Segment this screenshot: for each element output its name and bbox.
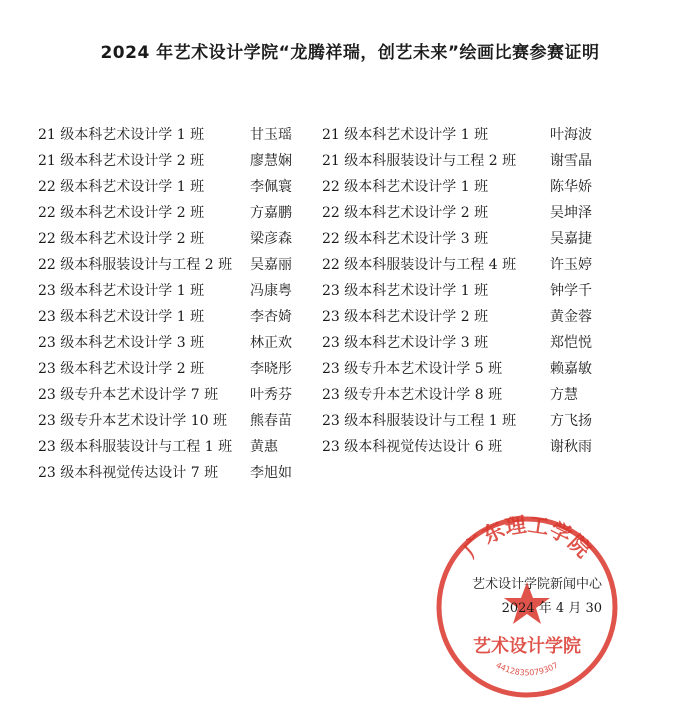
- list-item: [0, 200, 700, 226]
- class-name: 23 级本科艺术设计学 3 班: [38, 335, 205, 351]
- list-item: [0, 148, 700, 174]
- list-item: [0, 278, 700, 304]
- class-name: 23 级本科艺术设计学 2 班: [38, 361, 205, 377]
- list-item: [0, 434, 700, 460]
- class-name: 21 级本科艺术设计学 1 班: [322, 127, 489, 143]
- student-name: 李旭如: [250, 465, 292, 481]
- student-name: 黄惠: [250, 439, 278, 455]
- class-name: 23 级专升本艺术设计学 8 班: [322, 387, 503, 403]
- student-name: 黄金蓉: [550, 309, 592, 325]
- list-item: [0, 174, 700, 200]
- student-name: 李佩寰: [250, 179, 292, 195]
- class-name: 23 级本科艺术设计学 2 班: [322, 309, 489, 325]
- issuer: 艺术设计学院新闻中心: [471, 577, 602, 592]
- student-name: 冯康粤: [250, 283, 292, 299]
- list-item: [0, 408, 700, 434]
- class-name: 23 级专升本艺术设计学 5 班: [322, 361, 503, 377]
- class-name: 23 级本科服装设计与工程 1 班: [38, 439, 233, 455]
- svg-text:4412835079307: [494, 661, 559, 678]
- class-name: 22 级本科服装设计与工程 2 班: [38, 257, 233, 273]
- class-name: 23 级本科艺术设计学 1 班: [38, 283, 205, 299]
- class-name: 23 级本科艺术设计学 1 班: [322, 283, 489, 299]
- class-name: 23 级专升本艺术设计学 7 班: [38, 387, 219, 403]
- student-name: 方慧: [550, 387, 578, 403]
- student-name: 吴嘉丽: [250, 257, 292, 273]
- student-name: 廖慧娴: [250, 153, 292, 169]
- student-name: 吴嘉捷: [550, 231, 592, 247]
- student-name: 李晓彤: [250, 361, 292, 377]
- student-name: 许玉婷: [550, 257, 592, 273]
- class-name: 23 级本科艺术设计学 1 班: [38, 309, 205, 325]
- list-item: [0, 382, 700, 408]
- list-item: [0, 226, 700, 252]
- signature-block: [472, 573, 602, 621]
- seal-serial: 4412835079307: [494, 660, 560, 678]
- list-item: [0, 460, 700, 486]
- student-name: 吴坤泽: [550, 205, 592, 221]
- student-name: 林正欢: [250, 335, 292, 351]
- student-name: 梁彦森: [250, 231, 292, 247]
- class-name: 23 级专升本艺术设计学 10 班: [38, 413, 227, 429]
- class-name: 22 级本科艺术设计学 1 班: [38, 179, 205, 195]
- student-name: 方嘉鹏: [250, 205, 292, 221]
- class-name: 23 级本科视觉传达设计 6 班: [322, 439, 503, 455]
- list-item: [0, 122, 700, 148]
- student-name: 谢雪晶: [550, 153, 592, 169]
- class-name: 21 级本科艺术设计学 1 班: [38, 127, 205, 143]
- document-title: 2024 年艺术设计学院“龙腾祥瑞，创艺未来”绘画比赛参赛证明: [100, 43, 600, 63]
- student-name: 叶海波: [550, 127, 592, 143]
- class-name: 21 级本科服装设计与工程 2 班: [322, 153, 517, 169]
- student-name: 赖嘉敏: [550, 361, 592, 377]
- class-name: 22 级本科艺术设计学 2 班: [38, 205, 205, 221]
- class-name: 22 级本科艺术设计学 1 班: [322, 179, 489, 195]
- list-item: [0, 304, 700, 330]
- student-name: 钟学千: [550, 283, 592, 299]
- seal-inner-text: 艺术设计学院: [473, 636, 581, 657]
- class-name: 22 级本科艺术设计学 3 班: [322, 231, 489, 247]
- student-name: 方飞扬: [550, 413, 592, 429]
- list-item: [0, 330, 700, 356]
- student-name: 陈华娇: [550, 179, 592, 195]
- class-name: 23 级本科艺术设计学 3 班: [322, 335, 489, 351]
- seal-arc-text: 广东理工学院: [458, 512, 596, 563]
- student-name: 郑恺悦: [550, 335, 592, 351]
- list-item: [0, 356, 700, 382]
- class-name: 23 级本科服装设计与工程 1 班: [322, 413, 517, 429]
- class-name: 21 级本科艺术设计学 2 班: [38, 153, 205, 169]
- student-name: 李杏婍: [250, 309, 292, 325]
- student-name: 熊春苗: [250, 413, 292, 429]
- class-name: 22 级本科艺术设计学 2 班: [38, 231, 205, 247]
- student-name: 甘玉瑶: [250, 127, 292, 143]
- list-item: [0, 252, 700, 278]
- class-name: 22 级本科服装设计与工程 4 班: [322, 257, 517, 273]
- class-name: 22 级本科艺术设计学 2 班: [322, 205, 489, 221]
- student-name: 叶秀芬: [250, 387, 292, 403]
- issue-date: 2024 年 4 月 30: [501, 601, 602, 616]
- class-name: 23 级本科视觉传达设计 7 班: [38, 465, 219, 481]
- student-name: 谢秋雨: [550, 439, 592, 455]
